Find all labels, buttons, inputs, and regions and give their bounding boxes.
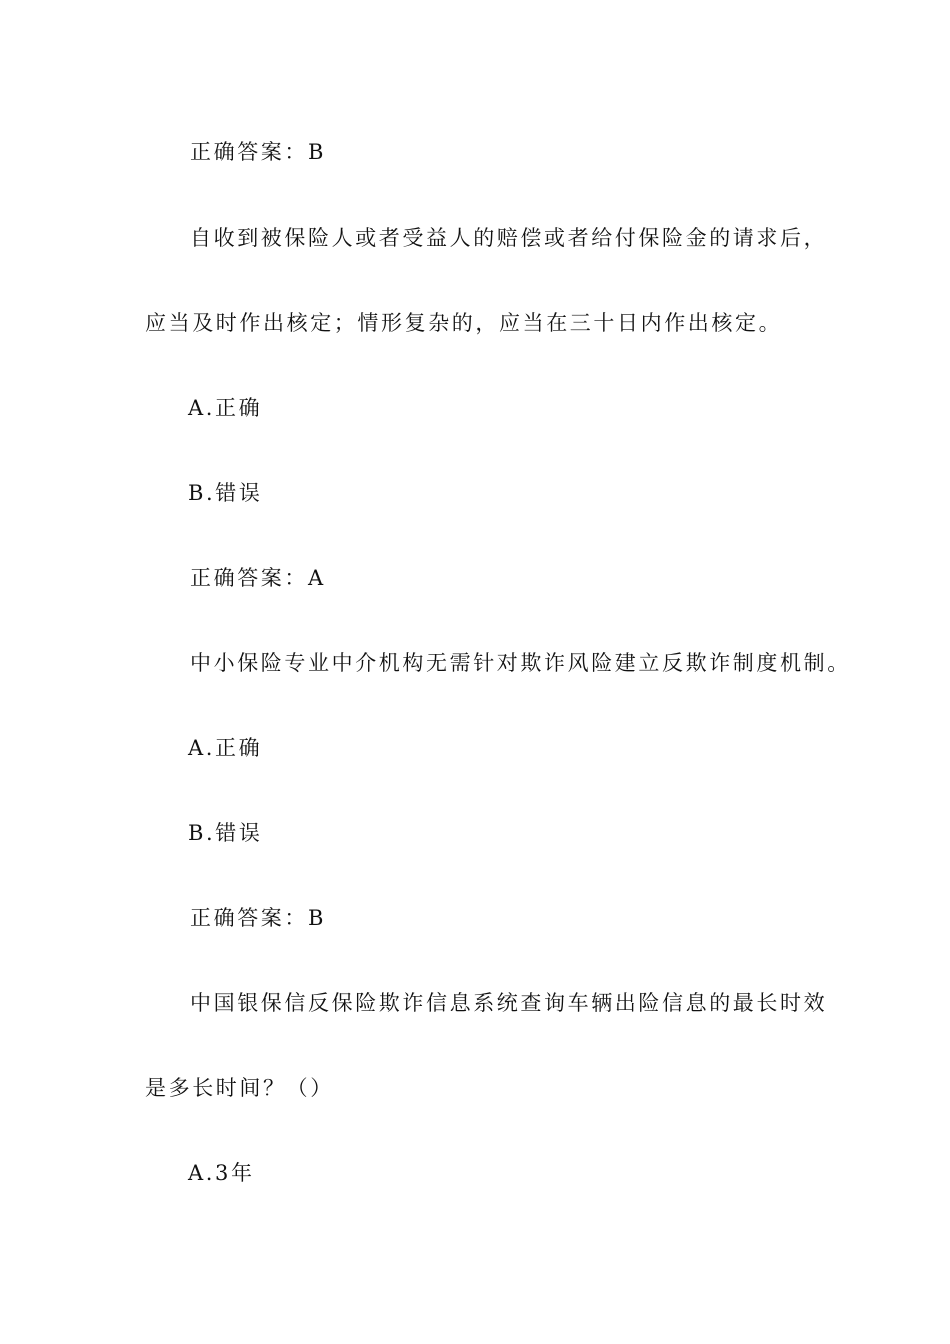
option-b: B.错误 <box>188 481 263 505</box>
question-text: 中小保险专业中介机构无需针对欺诈风险建立反欺诈制度机制。 <box>190 651 851 675</box>
question-text-continued: 应当及时作出核定；情形复杂的，应当在三十日内作出核定。 <box>145 311 783 335</box>
answer-line: 正确答案：B <box>190 140 327 164</box>
answer-line: 正确答案：A <box>190 566 326 590</box>
question-text: 自收到被保险人或者受益人的赔偿或者给付保险金的请求后， <box>190 226 828 250</box>
option-a: A.正确 <box>188 736 263 760</box>
option-b: B.错误 <box>188 821 263 845</box>
question-text: 中国银保信反保险欺诈信息系统查询车辆出险信息的最长时效 <box>190 991 828 1015</box>
answer-line: 正确答案：B <box>190 906 327 930</box>
option-a: A.3年 <box>188 1161 255 1185</box>
question-text-continued: 是多长时间？（） <box>145 1076 334 1100</box>
option-a: A.正确 <box>188 396 263 420</box>
